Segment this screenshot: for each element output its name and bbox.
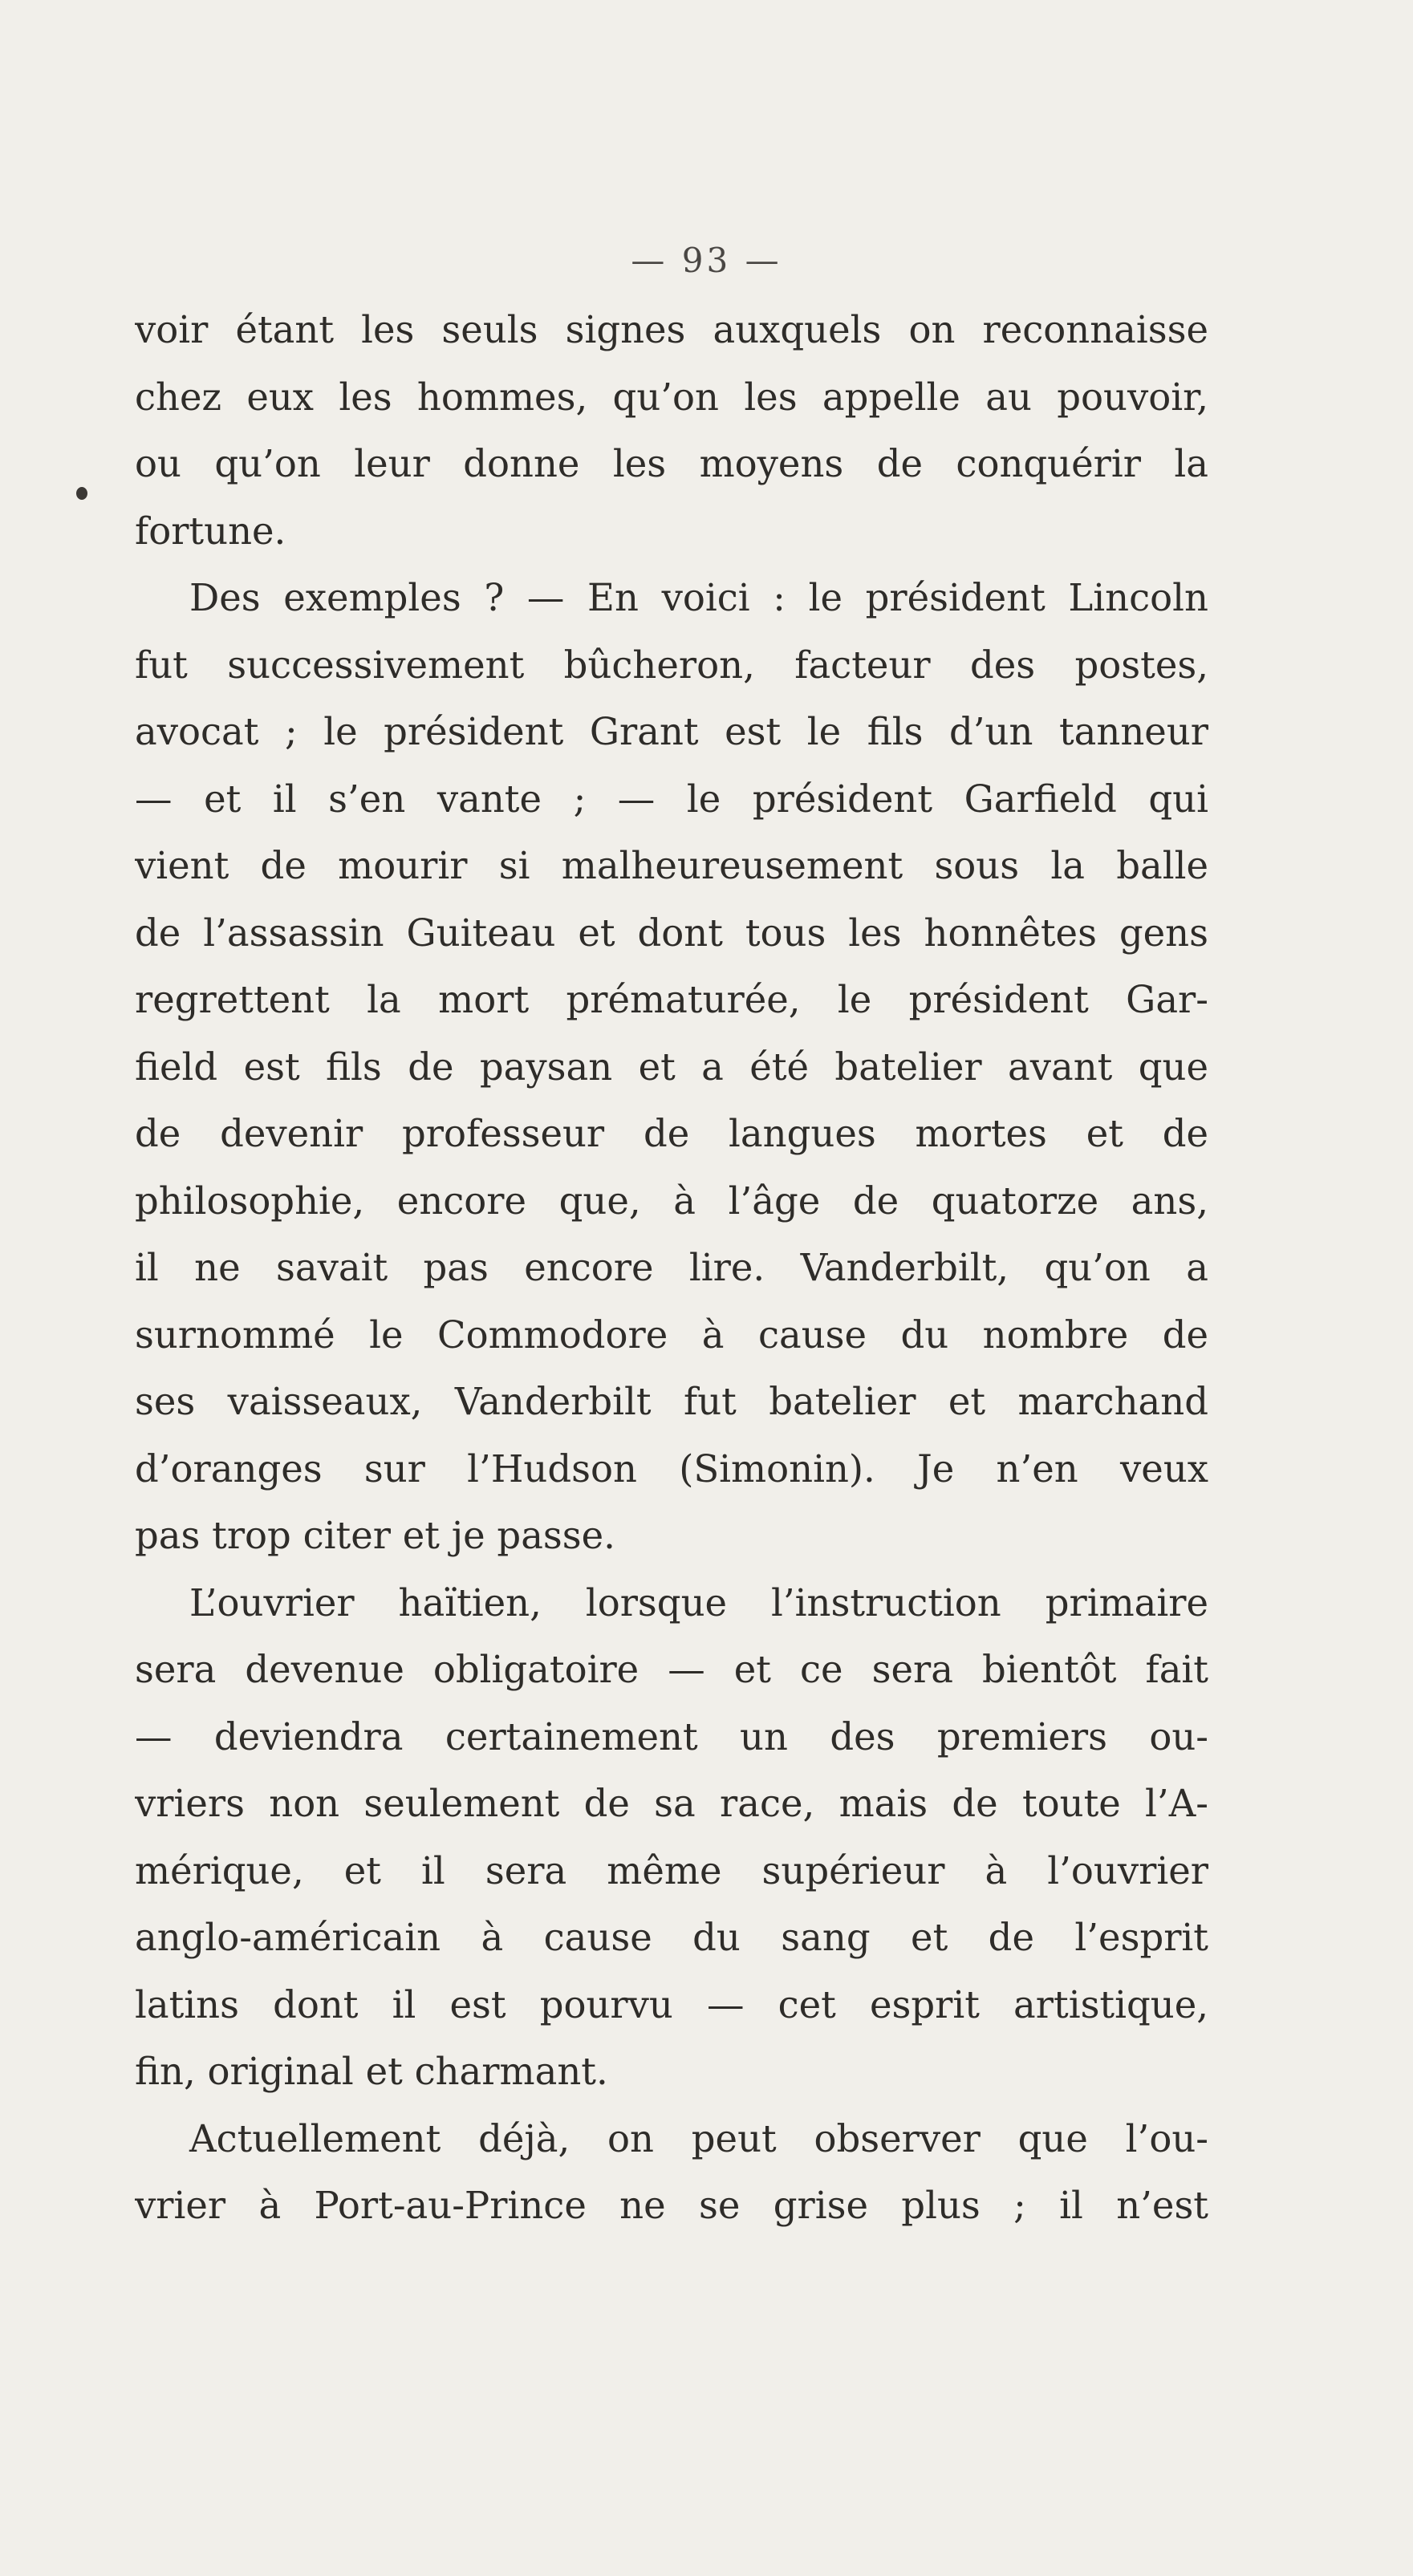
- text-line: fortune.: [135, 509, 286, 553]
- print-speck: [76, 487, 87, 500]
- text-line: de devenir professeur de langues mortes et de: [135, 1112, 1208, 1155]
- text-line: surnommé le Commodore à cause du nombre de: [135, 1312, 1208, 1357]
- text-line: chez eux les hommes, qu’on les appelle au pouvoir,: [135, 375, 1208, 419]
- text-line: fin, original et charmant.: [135, 2050, 608, 2093]
- text-line: mérique, et il sera même supérieur à l’ouvrier: [135, 1848, 1208, 1892]
- text-line: fut successivement bûcheron, facteur des postes,: [135, 643, 1208, 687]
- text-line: Des exemples ? — En voici : le président Lincoln: [189, 576, 1208, 619]
- text-line: vriers non seulement de sa race, mais de toute l’A-: [135, 1782, 1208, 1825]
- text-line: ou qu’on leur donne les moyens de conquérir la: [135, 442, 1208, 485]
- text-line: vient de mourir si malheureusement sous la balle: [135, 844, 1208, 887]
- text-line: voir étant les seuls signes auxquels on reconnaisse: [135, 308, 1208, 351]
- text-line: — deviendra certainement un des premiers ou-: [135, 1714, 1208, 1759]
- page-number: — 93 —: [631, 241, 782, 280]
- text-line: Actuellement déjà, on peut observer que l’ou-: [189, 2116, 1208, 2160]
- body-text: [135, 297, 1208, 2240]
- text-line: regrettent la mort prématurée, le président Gar-: [135, 978, 1208, 1021]
- text-line: anglo-américain à cause du sang et de l’esprit: [135, 1916, 1208, 1959]
- text-line: — et il s’en vante ; — le président Garfield qui: [135, 777, 1208, 821]
- text-line: L’ouvrier haïtien, lorsque l’instruction primaire: [189, 1580, 1208, 1625]
- text-line: de l’assassin Guiteau et dont tous les honnêtes gens: [135, 911, 1208, 955]
- text-line: latins dont il est pourvu — cet esprit artistique,: [135, 1982, 1208, 2026]
- text-line: sera devenue obligatoire — et ce sera bientôt fait: [135, 1648, 1208, 1691]
- text-line: pas trop citer et je passe.: [135, 1514, 615, 1557]
- text-line: field est fils de paysan et a été batelier avant que: [135, 1045, 1208, 1089]
- text-line: avocat ; le président Grant est le fils d’un tanneur: [135, 710, 1208, 753]
- text-line: ses vaisseaux, Vanderbilt fut batelier et marchand: [135, 1380, 1208, 1423]
- text-line: d’oranges sur l’Hudson (Simonin). Je n’en veux: [135, 1446, 1208, 1491]
- text-line: il ne savait pas encore lire. Vanderbilt, qu’on a: [135, 1246, 1208, 1289]
- text-line: vrier à Port-au-Prince ne se grise plus ; il n’est: [135, 2184, 1208, 2227]
- text-line: philosophie, encore que, à l’âge de quatorze ans,: [135, 1178, 1208, 1223]
